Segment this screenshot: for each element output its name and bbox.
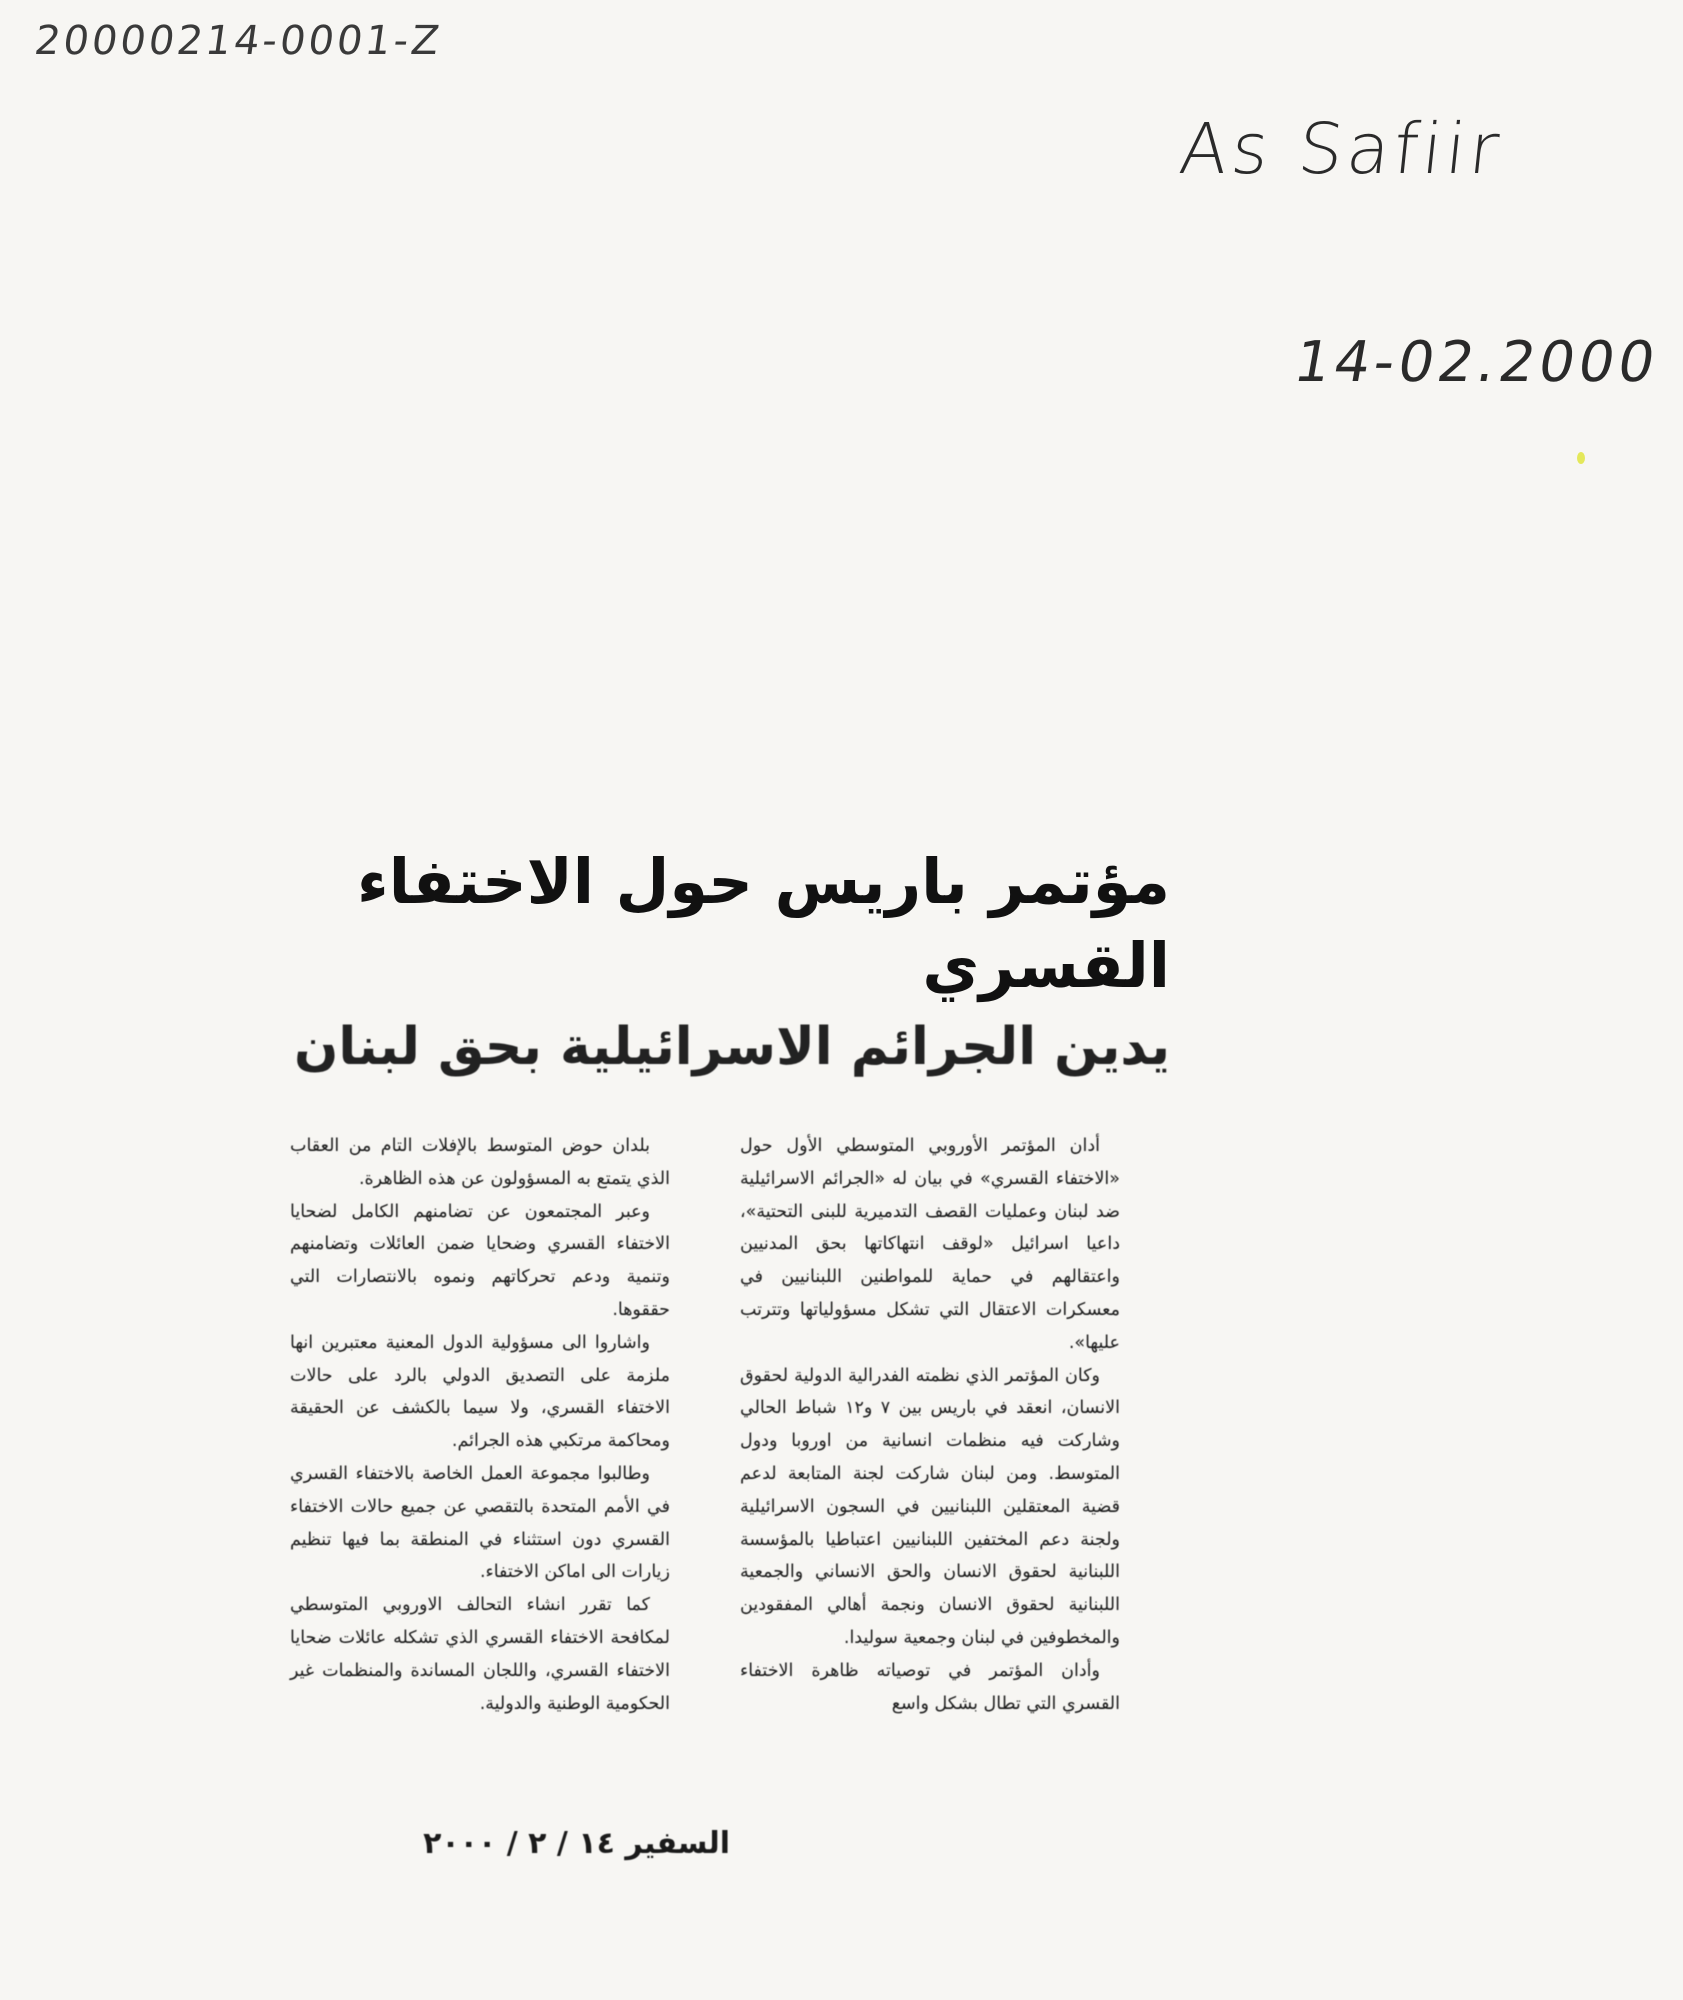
paragraph: واشاروا الى مسؤولية الدول المعنية معتبرين انها ملزمة على التصديق الدولي بالرد على حالات الاختفاء القسري، ولا سيما بالكشف عن الحقيقة ومحاكمة مرتكبي هذه الجرائم. bbox=[290, 1332, 670, 1452]
paragraph: وكان المؤتمر الذي نظمته الفدرالية الدولية لحقوق الانسان، انعقد في باريس بين ٧ و١٢ شباط الحالي وشاركت فيه منظمات انسانية من اوروبا ودول المتوسط. ومن لبنان شاركت لجنة المتابعة لدعم قضية المعتقلين اللبنانيين في السجون الاسرائيلية ولجنة دعم المختفين اللبنانيين اعتباطيا بالمؤسسة اللبنانية لحقوق الانسان والحق الانساني والجمعية اللبنانية لحقوق الانسان ونجمة أهالي المفقودين والمخطوفين في لبنان وجمعية سوليدا. bbox=[740, 1365, 1120, 1648]
paragraph: بلدان حوض المتوسط بالإفلات التام من العقاب الذي يتمتع به المسؤولون عن هذه الظاهرة. bbox=[290, 1136, 670, 1189]
source-footer: السفير ١٤ / ٢ / ٢٠٠٠ bbox=[423, 1826, 730, 1861]
paragraph: وطالبوا مجموعة العمل الخاصة بالاختفاء القسري في الأمم المتحدة بالتقصي عن جميع حالات الاختفاء القسري دون استثناء في المنطقة بما فيها تنظيم زيارات الى اماكن الاختفاء. bbox=[290, 1463, 670, 1583]
paragraph: أدان المؤتمر الأوروبي المتوسطي الأول حول «الاختفاء القسري» في بيان له «الجرائم الاسرائيلية ضد لبنان وعمليات القصف التدميرية للبنى التحتية»، داعيا اسرائيل «لوقف انتهاكاتها بحق المدنيين واعتقالهم في حماية للمواطنين اللبنانيين في معسكرات الاعتقال التي تشكل مسؤولياتها وتترتب عليها». bbox=[740, 1136, 1120, 1353]
headline: مؤتمر باريس حول الاختفاء القسري bbox=[357, 845, 1170, 1002]
paragraph: كما تقرر انشاء التحالف الاوروبي المتوسطي لمكافحة الاختفاء القسري الذي تشكله عائلات ضحايا الاختفاء القسري، واللجان المساندة والمنظمات غير الحكومية الوطنية والدولية. bbox=[290, 1595, 670, 1714]
headline-block bbox=[270, 840, 1170, 1086]
clipping-date: 14-02.2000 bbox=[1289, 330, 1664, 395]
subheadline: يدين الجرائم الاسرائيلية بحق لبنان bbox=[294, 1017, 1170, 1077]
paragraph: وعبر المجتمعون عن تضامنهم الكامل لضحايا الاختفاء القسري وضحايا ضمن العائلات وتضامنهم وتنمية ودعم تحركاتهم ونموه بالانتصارات التي حققوها. bbox=[290, 1201, 670, 1320]
article-column-right bbox=[740, 1130, 1120, 1720]
article-column-left bbox=[290, 1130, 670, 1720]
archive-code: 20000214-0001-Z bbox=[31, 18, 445, 64]
paragraph: وأدان المؤتمر في توصياته ظاهرة الاختفاء القسري التي تطال بشكل واسع bbox=[740, 1660, 1120, 1714]
newspaper-clipping bbox=[270, 840, 1170, 1880]
source-name: As Safiir bbox=[1175, 108, 1507, 190]
ink-spot bbox=[1577, 452, 1585, 464]
